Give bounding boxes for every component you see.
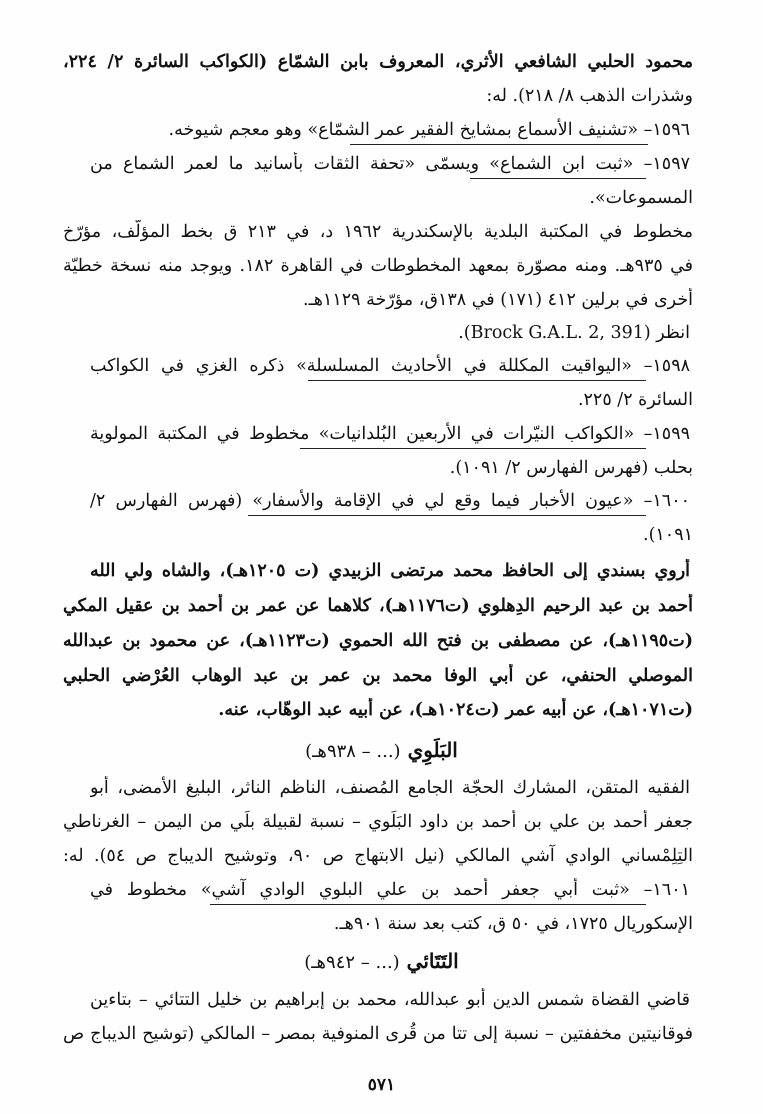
reference-line: انظر (Brock G.A.L. 2, 391).	[458, 323, 690, 343]
section-heading-balawi	[0, 737, 763, 765]
text-line: الإسكوريال ١٧٢٥، في ٥٠ ق، كتب بعد سنة ٩٠١هـ.	[333, 914, 693, 934]
text-line: ١٠٩١).	[643, 525, 693, 545]
heading-dates: (... – ٩٤٢هـ)	[304, 952, 400, 973]
text-line: السائرة ٢/ ٢٢٥.	[577, 390, 693, 410]
text-line: فوقانيتين مخففتين – نسبة إلى تتا من قُرى المنوفية بمصر – المالكي (توشيح الديباج ص	[63, 1024, 693, 1044]
heading-name: البَلَوِي	[407, 738, 458, 762]
title-underline	[470, 178, 646, 179]
heading-dates: (... – ٩٣٨هـ)	[305, 741, 401, 762]
title-underline	[210, 904, 646, 905]
isnad-line: أروي بسندي إلى الحافظ محمد مرتضى الزبيدي (ت ١٢٠٥هـ)، والشاه ولي الله	[90, 561, 690, 581]
text-line: مخطوط في المكتبة البلدية بالإسكندرية ١٩٦٢ د، في ٢١٣ ق بخط المؤلّف، مؤرّخ	[63, 222, 693, 242]
text-line: الفقيه المتقن، المشارك الحجّة الجامع المُصنف، الناظم الناثر، البليغ الأمضى، أبو	[90, 778, 690, 798]
isnad-line: أحمد بن عبد الرحيم الدِهلوي (ت١١٧٦هـ)، كلاهما عن عمر بن أحمد بن عقيل المكي	[63, 596, 693, 616]
text-line: بحلب (فهرس الفهارس ٢/ ١٠٩١).	[449, 458, 693, 478]
text-line: محمود الحلبي الشافعي الأثري، المعروف بابن الشمّاع (الكواكب السائرة ٢/ ٢٢٤،	[63, 52, 693, 72]
entry-1596: ١٥٩٦– «تشنيف الأسماع بمشايخ الفقير عمر الشمّاع» وهو معجم شيوخه.	[168, 120, 690, 140]
text-line: التِلِمْساني الوادي آشي المالكي (نيل الابتهاج ص ٩٠، وتوشيح الديباج ص ٥٤). له:	[63, 846, 693, 866]
heading-name: التَتَائي	[406, 949, 459, 973]
entry-1598: ١٥٩٨– «اليواقيت المكللة في الأحاديث المسلسلة» ذكره الغزي في الكواكب	[90, 356, 690, 376]
text-line: في ٩٣٥هـ. ومنه مصوّرة بمعهد المخطوطات في القاهرة ١٨٢. ويوجد منه نسخة خطيّة	[63, 256, 693, 276]
section-heading-tatai	[0, 948, 763, 976]
entry-1597: ١٥٩٧– «ثبت ابن الشماع» ويسمّى «تحفة الثقات بأسانيد ما لعمر الشماع من	[90, 154, 690, 174]
text-line: جعفر أحمد بن علي بن أحمد بن داود البَلَوي – نسبة لقبيلة بلِّي من اليمن – الغرناطي	[63, 812, 693, 832]
title-underline	[308, 380, 646, 381]
page-number: ٥٧١	[367, 1075, 396, 1095]
entry-1600: ١٦٠٠– «عيون الأخبار فيما وقع لي في الإقامة والأسفار» (فهرس الفهارس ٢/	[90, 491, 690, 511]
text-line: المسموعات».	[589, 188, 693, 208]
entry-1601: ١٦٠١– «ثبت أبي جعفر أحمد بن علي البلوي الوادي آشي» مخطوط في	[90, 880, 690, 900]
isnad-line: الموصلي الحنفي، عن أبي الوفا محمد بن عمر بن عبد الوهاب العُرْضي الحلبي	[63, 666, 693, 686]
title-underline	[248, 515, 646, 516]
entry-1599: ١٥٩٩– «الكواكب النيّرات في الأربعين البُلدانيات» مخطوط في المكتبة المولوية	[90, 424, 690, 444]
title-underline	[300, 448, 646, 449]
text-line: قاضي القضاة شمس الدين أبو عبدالله، محمد بن إبراهيم بن خليل التتائي – بتاءين	[90, 990, 690, 1010]
isnad-line: (ت١٠٧١هـ)، عن أبيه عمر (ت١٠٢٤هـ)، عن أبيه عبد الوهّاب، عنه.	[218, 700, 693, 720]
text-line: وشذرات الذهب ٨/ ٢١٨). له:	[486, 86, 693, 106]
text-line: أخرى في برلين ٤١٢ (١٧١) في ١٣٨ق، مؤرّخة ١١٢٩هـ.	[303, 290, 693, 310]
title-underline	[350, 144, 648, 145]
isnad-line: (ت١١٩٥هـ)، عن مصطفى بن فتح الله الحموي (ت١١٢٣هـ)، عن محمود بن عبدالله	[63, 631, 693, 651]
